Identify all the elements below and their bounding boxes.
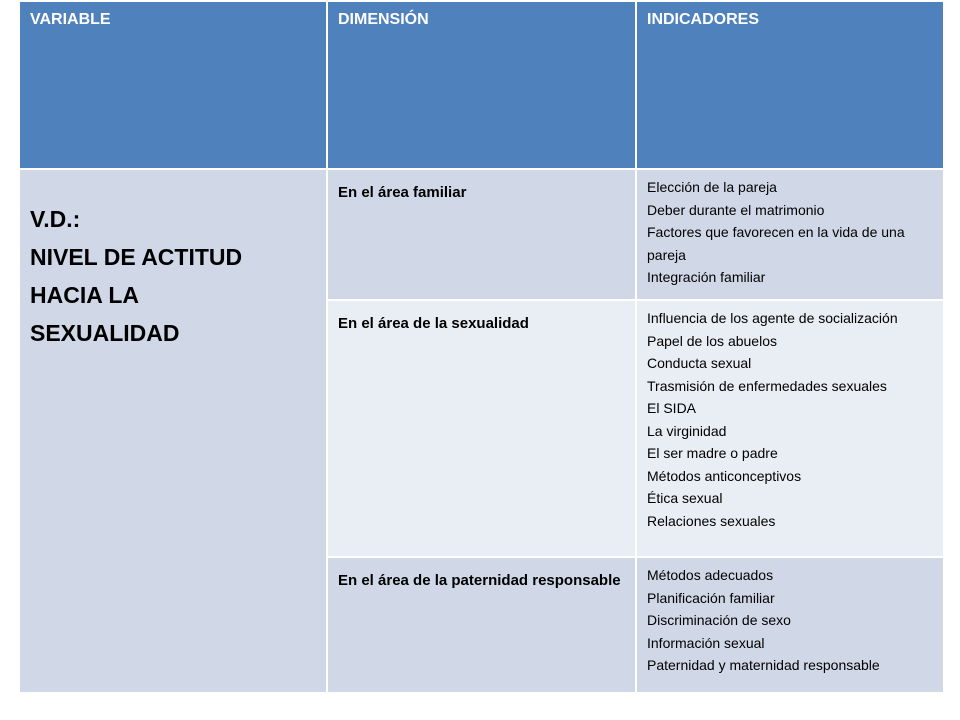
indicator-item: Discriminación de sexo <box>647 612 791 628</box>
indicator-item: Métodos adecuados <box>647 567 774 583</box>
indicator-item: El SIDA <box>647 400 697 416</box>
indicator-item: Factores que favorecen en la vida de una pareja <box>647 224 905 263</box>
indicator-item: Relaciones sexuales <box>647 512 776 529</box>
table-row-familiar <box>19 169 944 300</box>
header-row <box>19 1 944 169</box>
indicator-item: Conducta sexual <box>647 355 752 371</box>
variable-name <box>30 200 316 352</box>
indicator-item: Ética sexual <box>647 490 723 506</box>
dimension-cell: En el área de la sexualidad <box>327 300 636 557</box>
indicator-list <box>647 564 933 677</box>
indicator-item: Paternidad y maternidad responsable <box>647 657 880 673</box>
dimension-cell: En el área de la paternidad responsable <box>327 557 636 693</box>
indicator-list <box>647 307 933 532</box>
variable-line: V.D.: <box>30 206 81 232</box>
indicator-item: Papel de los abuelos <box>647 332 777 349</box>
header-dimension: DIMENSIÓN <box>327 1 636 169</box>
header-variable: VARIABLE <box>19 1 327 169</box>
indicator-item: Trasmisión de enfermedades sexuales <box>647 377 887 394</box>
indicator-list <box>647 176 933 289</box>
variable-line: HACIA LA <box>30 282 140 308</box>
variable-cell <box>19 169 327 693</box>
indicators-cell <box>636 169 944 300</box>
indicators-cell <box>636 557 944 693</box>
indicator-item: Deber durante el matrimonio <box>647 201 825 218</box>
header-indicators: INDICADORES <box>636 1 944 169</box>
indicator-item: Planificación familiar <box>647 589 775 606</box>
variables-table <box>18 0 945 694</box>
dimension-cell: En el área familiar <box>327 169 636 300</box>
variable-line: SEXUALIDAD <box>30 320 180 346</box>
indicator-item: La virginidad <box>647 422 727 439</box>
indicator-item: Elección de la pareja <box>647 179 777 195</box>
indicators-cell <box>636 300 944 557</box>
indicator-item: El ser madre o padre <box>647 445 778 461</box>
indicator-item: Información sexual <box>647 634 765 651</box>
indicator-item: Métodos anticonceptivos <box>647 467 802 484</box>
variable-line: NIVEL DE ACTITUD <box>30 244 243 270</box>
indicator-item: Integración familiar <box>647 269 766 285</box>
indicator-item: Influencia de los agente de socialización <box>647 310 898 326</box>
